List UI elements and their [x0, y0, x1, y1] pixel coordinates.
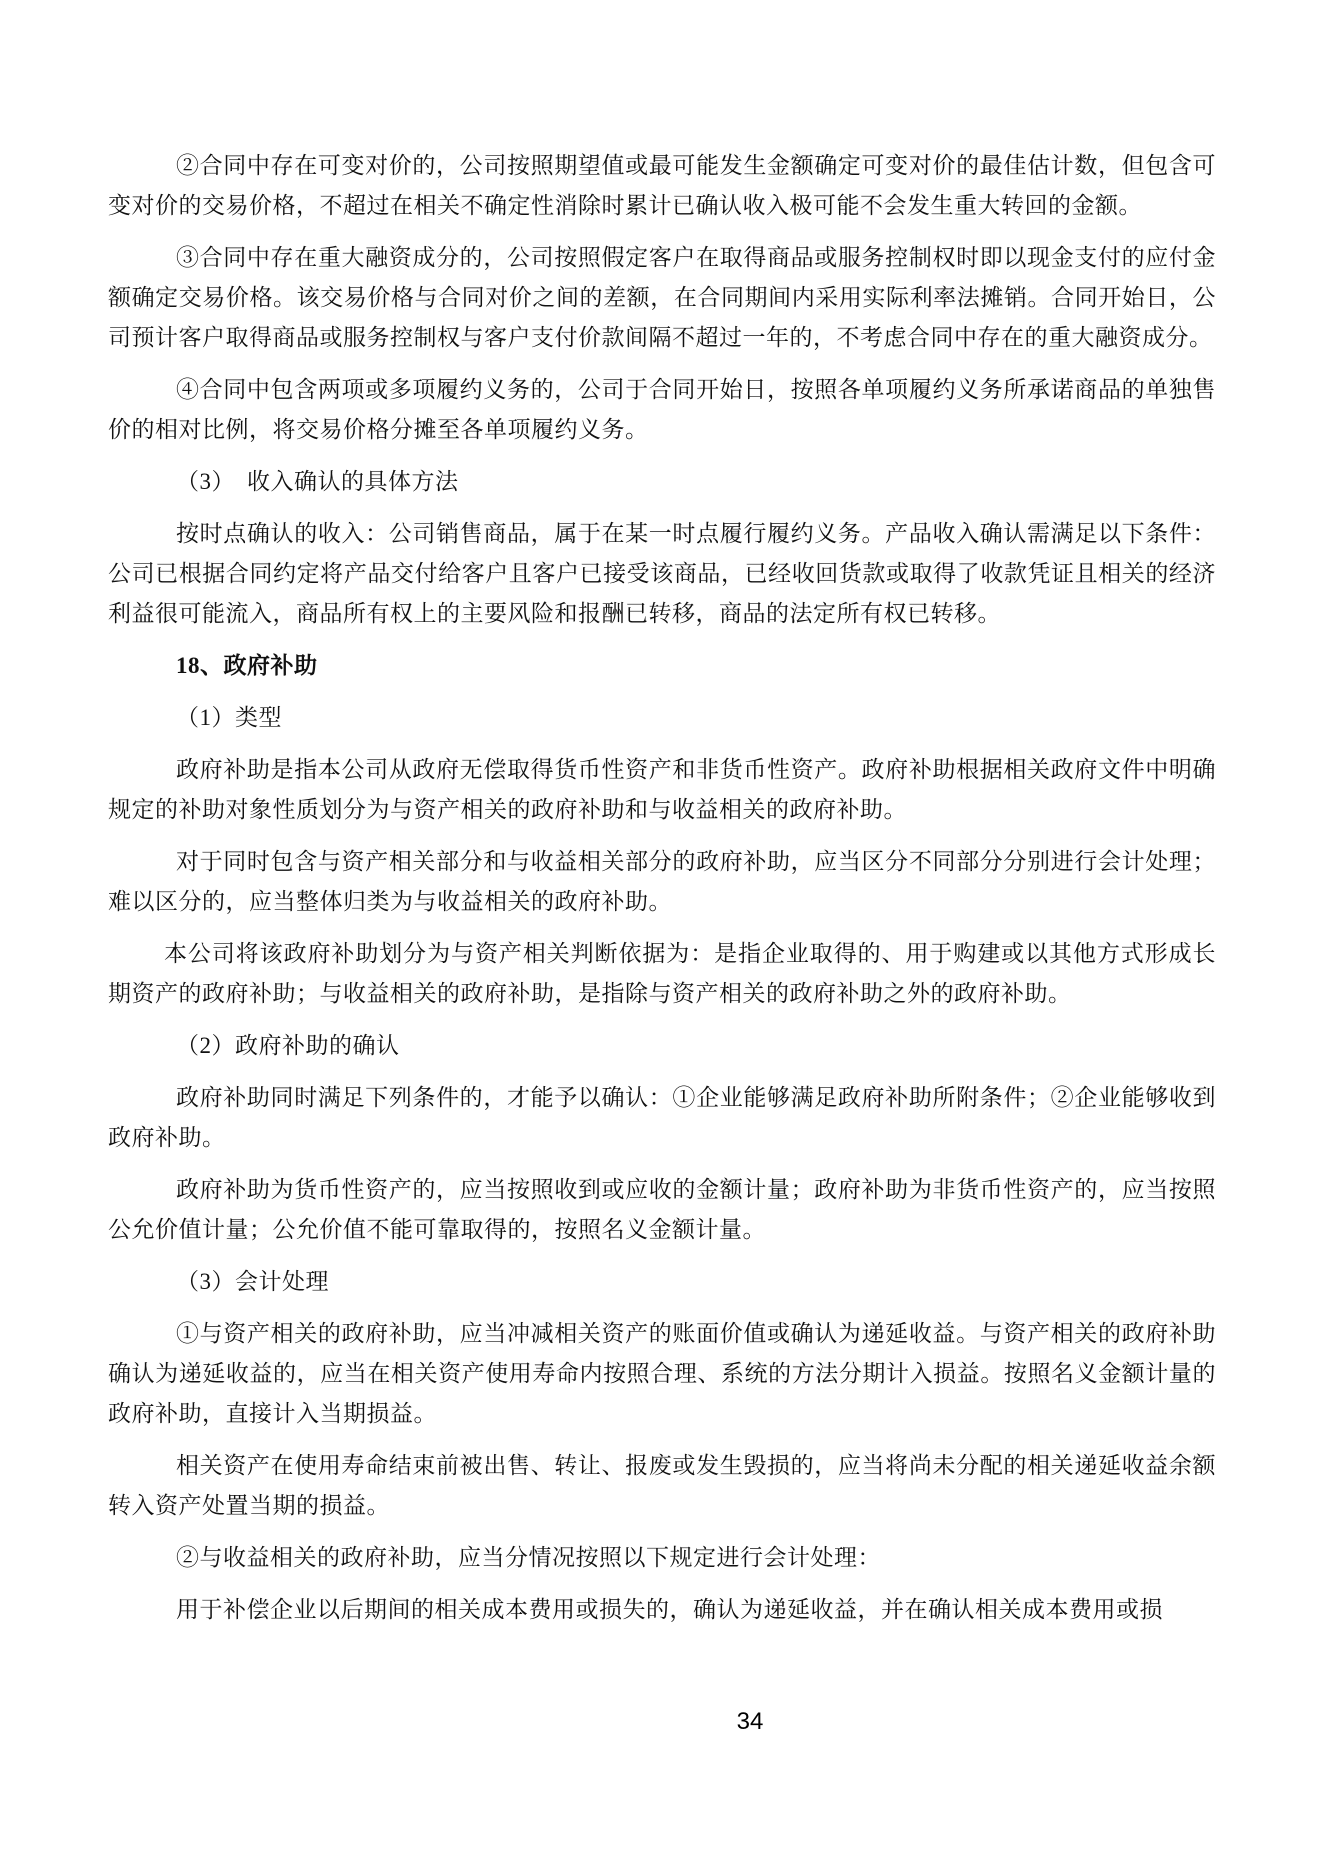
- paragraph-grant-split-handling: 对于同时包含与资产相关部分和与收益相关部分的政府补助，应当区分不同部分分别进行会计处理；难以区分的，应当整体归类为与收益相关的政府补助。: [108, 849, 1216, 914]
- paragraph-point-in-time-revenue: 按时点确认的收入：公司销售商品，属于在某一时点履行履约义务。产品收入确认需满足以下条件：公司已根据合同约定将产品交付给客户且客户已接受该商品，已经收回货款或取得了收款凭证且相关的经济利益很可能流入，商品所有权上的主要风险和报酬已转移，商品的法定所有权已转移。: [108, 521, 1216, 626]
- paragraph-grant-classification-basis: 本公司将该政府补助划分为与资产相关判断依据为：是指企业取得的、用于购建或以其他方式形成长期资产的政府补助；与收益相关的政府补助，是指除与资产相关的政府补助之外的政府补助。: [108, 941, 1216, 1006]
- subsection-heading-grant-types: （1）类型: [176, 705, 282, 730]
- document-body: [108, 146, 1216, 1642]
- subsection-heading-grant-recognition: （2）政府补助的确认: [176, 1033, 400, 1058]
- paragraph-asset-disposal-grant: 相关资产在使用寿命结束前被出售、转让、报废或发生毁损的，应当将尚未分配的相关递延收益余额转入资产处置当期的损益。: [108, 1453, 1216, 1518]
- paragraph-grant-measurement: 政府补助为货币性资产的，应当按照收到或应收的金额计量；政府补助为非货币性资产的，应当按照公允价值计量；公允价值不能可靠取得的，按照名义金额计量。: [108, 1177, 1216, 1242]
- paragraph-compensate-future-costs: 用于补偿企业以后期间的相关成本费用或损失的，确认为递延收益，并在确认相关成本费用或损: [176, 1597, 1163, 1622]
- paragraph-income-related-grant: ②与收益相关的政府补助，应当分情况按照以下规定进行会计处理：: [176, 1545, 881, 1570]
- paragraph-financing-component: ③合同中存在重大融资成分的，公司按照假定客户在取得商品或服务控制权时即以现金支付的应付金额确定交易价格。该交易价格与合同对价之间的差额，在合同期间内采用实际利率法摊销。合同开始日，公司预计客户取得商品或服务控制权与客户支付价款间隔不超过一年的，不考虑合同中存在的重大融资成分。: [108, 245, 1216, 350]
- subsection-heading-revenue-method: （3） 收入确认的具体方法: [176, 469, 459, 494]
- paragraph-variable-consideration: ②合同中存在可变对价的，公司按照期望值或最可能发生金额确定可变对价的最佳估计数，但包含可变对价的交易价格，不超过在相关不确定性消除时累计已确认收入极可能不会发生重大转回的金额。: [108, 153, 1216, 218]
- paragraph-grant-definition: 政府补助是指本公司从政府无偿取得货币性资产和非货币性资产。政府补助根据相关政府文件中明确规定的补助对象性质划分为与资产相关的政府补助和与收益相关的政府补助。: [108, 757, 1216, 822]
- paragraph-multiple-obligations: ④合同中包含两项或多项履约义务的，公司于合同开始日，按照各单项履约义务所承诺商品的单独售价的相对比例，将交易价格分摊至各单项履约义务。: [108, 377, 1216, 442]
- page-number: 34: [736, 1708, 764, 1735]
- paragraph-asset-related-grant: ①与资产相关的政府补助，应当冲减相关资产的账面价值或确认为递延收益。与资产相关的政府补助确认为递延收益的，应当在相关资产使用寿命内按照合理、系统的方法分期计入损益。按照名义金额计量的政府补助，直接计入当期损益。: [108, 1321, 1216, 1426]
- subsection-heading-accounting-treatment: （3）会计处理: [176, 1269, 329, 1294]
- paragraph-grant-recognition-conditions: 政府补助同时满足下列条件的，才能予以确认：①企业能够满足政府补助所附条件；②企业能够收到政府补助。: [108, 1085, 1216, 1150]
- section-heading-government-grants: 18、政府补助: [176, 653, 318, 678]
